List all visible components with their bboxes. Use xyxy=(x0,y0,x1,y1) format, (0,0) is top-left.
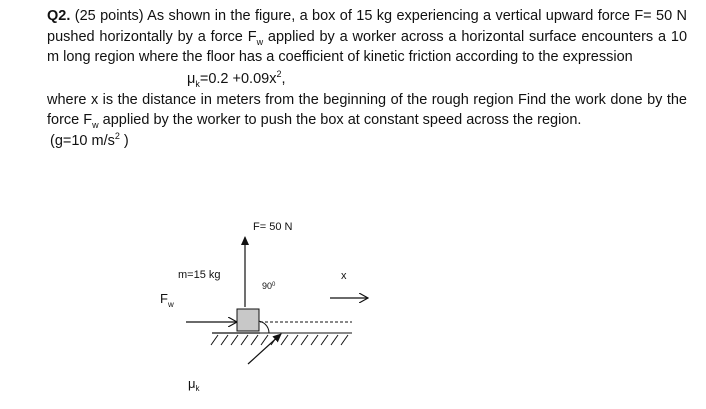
gravity-text-a: (g=10 m/s xyxy=(50,132,115,149)
angle-label xyxy=(262,281,276,291)
gravity-text-b: ) xyxy=(119,132,129,149)
angle-degree: 0 xyxy=(272,282,276,288)
expression-exponent: 2 xyxy=(276,68,282,79)
expression-mu: μ xyxy=(187,70,196,87)
fw-letter: F xyxy=(160,291,168,306)
worker-force-label xyxy=(160,291,174,309)
mu-letter: μ xyxy=(188,376,196,391)
gravity-exponent: 2 xyxy=(114,130,120,141)
angle-value: 90 xyxy=(262,281,273,291)
mu-subscript: k xyxy=(195,384,200,393)
paragraph-1-text-a: As shown in the figure, a box of 15 kg experiencing a vertical upward force F= 50 N pushed horizontally by a force F xyxy=(47,8,687,45)
expression-body: =0.2 +0.09x xyxy=(199,70,277,87)
box xyxy=(237,309,259,331)
friction-coefficient-label xyxy=(188,376,201,393)
question-number: Q2. xyxy=(47,8,71,24)
paragraph-1-subscript: w xyxy=(256,36,264,47)
paragraph-1-text-b: applied by a worker across a horizontal surface encounters a 10 m long region where the floor has a coefficient of kinetic friction according to the expression xyxy=(47,28,688,65)
fw-subscript: w xyxy=(167,300,174,309)
expression-tail: , xyxy=(281,70,286,87)
question-points: (25 points) xyxy=(70,8,148,24)
mass-label: m=15 kg xyxy=(178,269,221,281)
paragraph-2-text-a: where x is the distance in meters from the beginning of the rough region Find the work done by the force F xyxy=(47,91,687,128)
expression-mu-subscript: k xyxy=(195,78,200,89)
floor-hatching xyxy=(211,335,348,345)
friction-pointer-arrow xyxy=(248,334,281,364)
x-axis-label: x xyxy=(341,270,347,282)
paragraph-2-text-b: applied by the worker to push the box at constant speed across the region. xyxy=(98,112,582,128)
paragraph-2-subscript: w xyxy=(92,119,99,130)
force-label: F= 50 N xyxy=(253,221,293,233)
